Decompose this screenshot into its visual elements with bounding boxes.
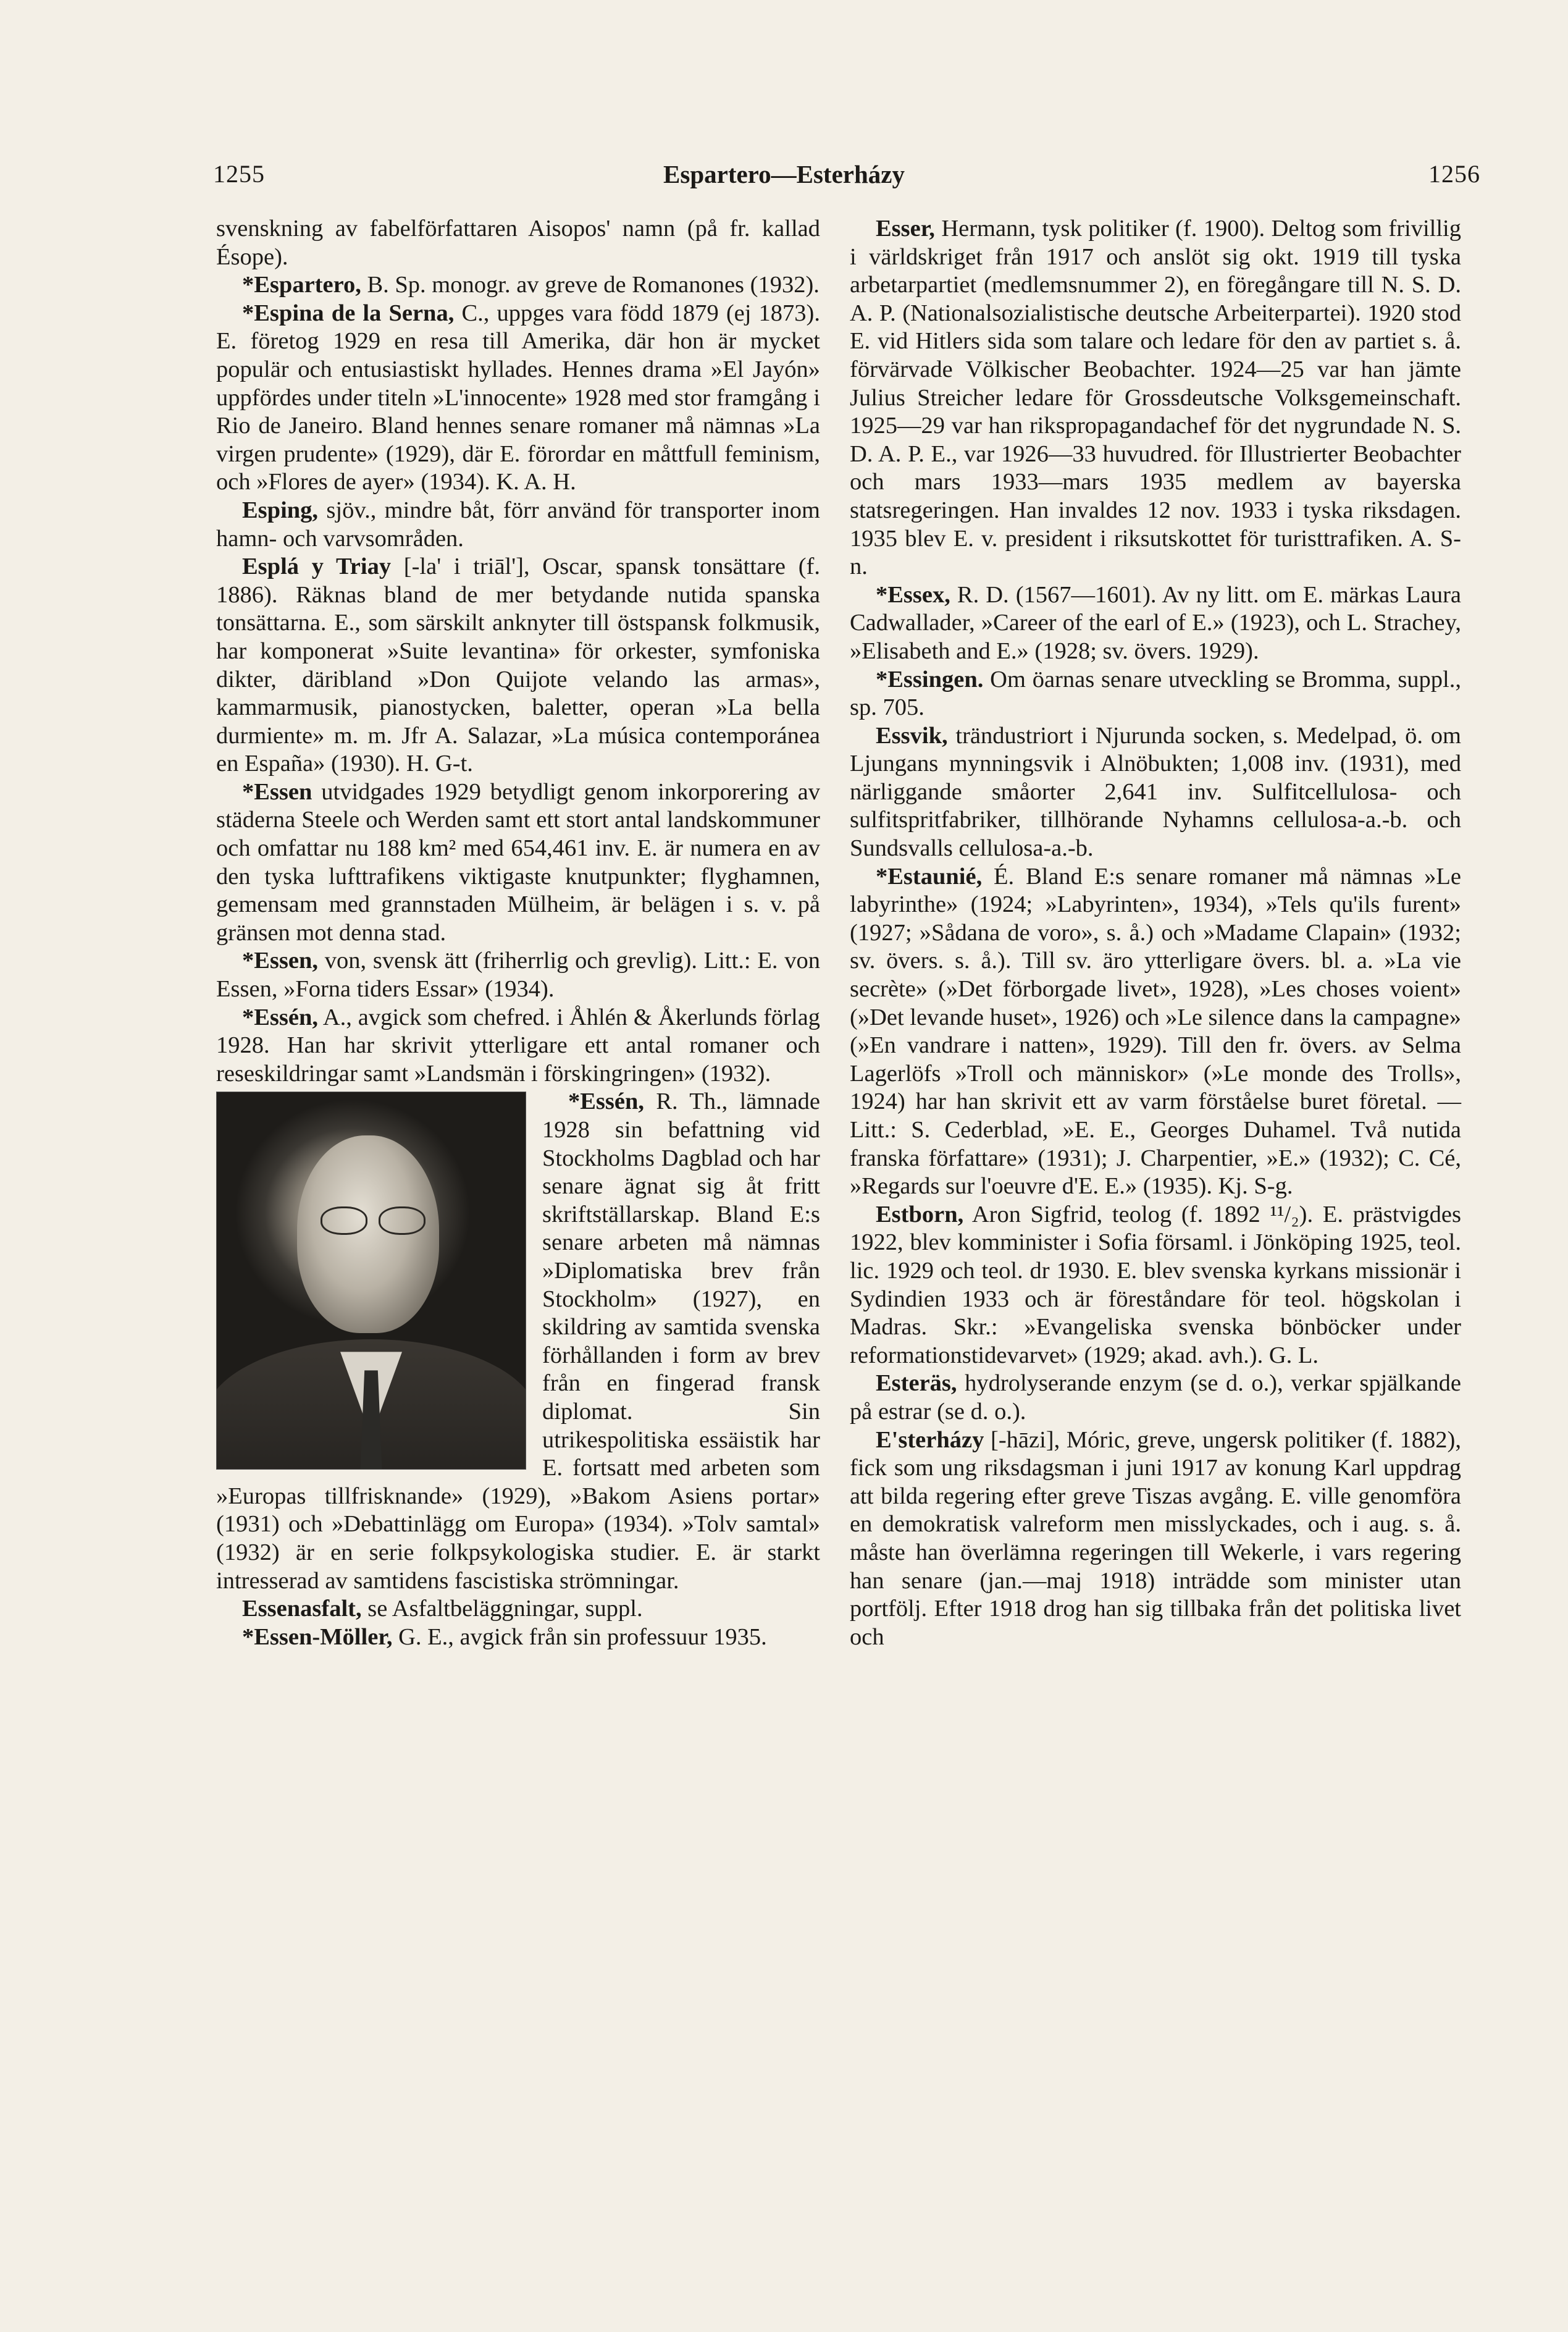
entry-continuation: svenskning av fabelförfattaren Aisopos' namn (på fr. kallad Ésope). (216, 216, 820, 270)
right-column (850, 215, 1461, 1651)
entry-headword: *Essex, (876, 581, 950, 608)
entry-headword: Essenasfalt, (242, 1596, 362, 1622)
entry-text: hydrolyserande enzym (se d. o.), verkar spjälkande på estrar (se d. o.). (850, 1370, 1461, 1425)
entry-text: sjöv., mindre båt, förr använd för transporter inom hamn- och varvsområden. (216, 497, 820, 552)
entry-headword: *Essen (242, 778, 312, 805)
entry-text: se Asfaltbeläggningar, suppl. (361, 1596, 643, 1622)
entry-espla (216, 553, 820, 778)
entry-headword: Esteräs, (876, 1370, 957, 1397)
entry-esping (216, 497, 820, 553)
portrait-glasses (321, 1206, 367, 1235)
running-title: Espartero—Esterházy (663, 160, 905, 188)
portrait-photo (216, 1092, 526, 1470)
entry-text: R. Th., lämnade 1928 sin befattning vid Stockholms Dagblad och har senare ägnat sig åt fritt skriftställarskap. Bland E:s senare arbeten må nämnas »Diplomatiska brev från Stockholm» (1927), en skildring av samtida svenska förhållanden i form av brev från en fingerad fransk diplomat. Sin utrikespolitiska essäistik har E. fortsatt med arbeten som »Europas tillfrisknande» (1929), »Bakom Asiens portar» (1931) och »Debattinlägg om Europa» (1934). »Tolv samtal» (1932) är en serie folkpsykologiska studier. E. är starkt intresserad av samtidens fascistiska strömningar. (216, 1088, 820, 1594)
entry-estaunie (850, 863, 1461, 1201)
entry-text: utvidgades 1929 betydligt genom inkorporering av städerna Steele och Werden samt ett stort antal landskommuner och omfattar nu 188 km² med 654,461 inv. E. är numera en av den tyska lufttrafikens viktigaste knutpunkter; flyghamnen, gemensam med grannstaden Mülheim, är belägen i s. v. på gränsen mot denna stad. (216, 778, 820, 946)
entry-esterhazy (850, 1426, 1461, 1652)
entry-text: Hermann, tysk politiker (f. 1900). Deltog som frivillig i världskriget från 1917 och anslöt sig okt. 1919 till tyska arbetarpartiet (medlemsnummer 2), en föregångare till N. S. D. A. P. (Nationalsozialistische deutsche Arbeiterpartei). 1920 stod E. vid Hitlers sida som talare och ledare för den av partiet s. å. förvärvade Völkischer Beobachter. 1924—25 var han jämte Julius Streicher ledare för Grossdeutsche Volksgemeinschaft. 1925—29 var han rikspropagandachef för det nygrundade N. S. D. A. P. E., var 1926—33 huvudred. för Illustrierter Beobachter och mars 1933—mars 1935 medlem av bayerska statsregeringen. Han invaldes 12 nov. 1933 i tyska riksdagen. 1935 blev E. v. president i riksutskottet för turisttrafiken. A. S-n. (850, 216, 1461, 580)
entry-espartero (216, 271, 820, 300)
entry-essen-family (216, 947, 820, 1003)
entry-essingen (850, 666, 1461, 722)
entry-headword: *Essén, (242, 1004, 319, 1030)
entry-essen-r (216, 1088, 820, 1595)
entry-espina (216, 300, 820, 497)
entry-headword: *Essen, (242, 948, 319, 974)
entry-essen-a (216, 1004, 820, 1088)
entry-text: Om öarnas senare utveckling se Bromma, suppl., sp. 705. (850, 666, 1461, 721)
entry-essex (850, 581, 1461, 666)
entry-text: A., avgick som chefred. i Åhlén & Åkerlunds förlag 1928. Han har skrivit ytterligare ett antal romaner och reseskildringar samt »Landsmän i förskingringen» (1932). (216, 1004, 820, 1087)
entry-text: R. D. (1567—1601). Av ny litt. om E. märkas Laura Cadwallader, »Career of the earl of E.» (1923), och L. Strachey, »Elisabeth and E.» (1928; sv. övers. 1929). (850, 581, 1461, 664)
entry-headword: Esser, (876, 216, 935, 242)
entry-headword: Esping, (242, 497, 319, 523)
entry-text: G. E., avgick från sin professuur 1935. (392, 1623, 767, 1650)
entry-esteras (850, 1370, 1461, 1426)
entry-headword: *Essingen. (876, 666, 984, 692)
entry-headword: E'sterházy (876, 1426, 984, 1453)
entry-essvik (850, 722, 1461, 863)
entry-text: [-hāzi], Móric, greve, ungersk politiker (f. 1882), fick som ung riksdagsman i juni 1917 av konung Karl uppdrag att bilda regering efter greve Tiszas avgång. E. ville genomföra en demokratisk valreform men misslyckades, och i aug. s. å. måste han överlämna regeringen till Wekerle, i vars regering han senare (jan.—maj 1918) inträdde som minister utan portfölj. Efter 1918 drog han sig tillbaka från det politiska livet och (850, 1426, 1461, 1650)
entry-essen-city (216, 778, 820, 948)
entry-text: Aron Sigfrid, teolog (f. 1892 ¹¹/₂). E. prästvigdes 1922, blev komminister i Sofia församl. i Jönköping 1925, teol. lic. 1929 och teol. dr 1930. E. blev svenska kyrkans missionär i Sydindien 1933 och är föreståndare för teol. högskolan i Madras. Skr.: »Evangeliska svenska bönböcker under reformationstidevarvet» (1929; akad. avh.). G. L. (850, 1201, 1461, 1368)
entry-headword: *Essen-Möller, (242, 1623, 393, 1650)
entry-headword: Essvik, (876, 722, 948, 749)
entry-headword: *Estaunié, (876, 863, 983, 890)
page-number-left: 1255 (213, 160, 265, 188)
entry-essen-moller (216, 1623, 820, 1652)
entry-text: É. Bland E:s senare romaner må nämnas »Le labyrinthe» (1924; »Labyrinten», 1934), »Tels qu'ils furent» (1927; »Sådana de voro», s. å.) och »Madame Clapain» (1932; sv. övers. s. å.). Till sv. äro ytterligare övers. bl. a. »La vie secrète» (»Det förborgade livet», 1928), »Les choses voient» (»Det levande huset», 1926) och »Le silence dans la campagne» (»En vandrare i natten», 1929). Till den fr. övers. av Selma Lagerlöfs »Troll och människor» (»Le monde des Trolls», 1924) har han skrivit ett av varm förståelse buret företal. — Litt.: S. Cederblad, »E. E., Georges Duhamel. Två nutida franska författare» (1931); J. Charpentier, »E.» (1932); C. Cé, »Regards sur l'oeuvre d'E. E.» (1935). Kj. S-g. (850, 863, 1461, 1200)
entry-text: [-la' i triāl'], Oscar, spansk tonsättare (f. 1886). Räknas bland de mer betydande nutida spanska tonsättarna. E., som särskilt anknyter till östspansk folkmusik, har komponerat »Suite levantina» för orkester, symfoniska dikter, däribland »Don Quijote velando las armas», kammarmusik, pianostycken, baletter, operan »La bella durmiente» m. m. Jfr A. Salazar, »La música contemporánea en España» (1930). H. G-t. (216, 554, 820, 777)
left-column (216, 215, 820, 1651)
entry-headword: *Essén, (568, 1088, 645, 1115)
entry-estborn (850, 1201, 1461, 1370)
portrait-face (297, 1135, 439, 1333)
entry-headword: *Espina de la Serna, (242, 300, 455, 326)
entry-headword: *Espartero, (242, 272, 361, 298)
entry-text: trändustriort i Njurunda socken, s. Medelpad, ö. om Ljungans mynningsvik i Alnöbukten; 1,008 inv. (1931), med närliggande småorter 2,641 inv. Sulfitcellulosa- och sulfitspritfabriker, tillhörande Nyhamns cellulosa-a.-b. och Sundsvalls cellulosa-a.-b. (850, 722, 1461, 862)
entry-text: von, svensk ätt (friherrlig och grevlig). Litt.: E. von Essen, »Forna tiders Essar» (1934). (216, 948, 820, 1003)
entry-text: C., uppges vara född 1879 (ej 1873). E. företog 1929 en resa till Amerika, där hon är mycket populär och entusiastiskt hyllades. Hennes drama »El Jayón» uppfördes under titeln »L'innocente» 1928 med stor framgång i Rio de Janeiro. Bland hennes senare romaner må nämnas »La virgen prudente» (1929), där E. förordar en måttfull feminism, och »Flores de ayer» (1934). K. A. H. (216, 300, 820, 495)
page-number-right: 1256 (1428, 160, 1480, 188)
entry-essenasfalt (216, 1595, 820, 1623)
entry-text: B. Sp. monogr. av greve de Romanones (1932). (361, 272, 820, 298)
entry-esser (850, 215, 1461, 581)
entry-headword: Estborn, (876, 1201, 964, 1227)
entry-headword: Esplá y Triay (242, 554, 392, 580)
page-header (0, 159, 1568, 196)
portrait-glasses (379, 1206, 426, 1235)
